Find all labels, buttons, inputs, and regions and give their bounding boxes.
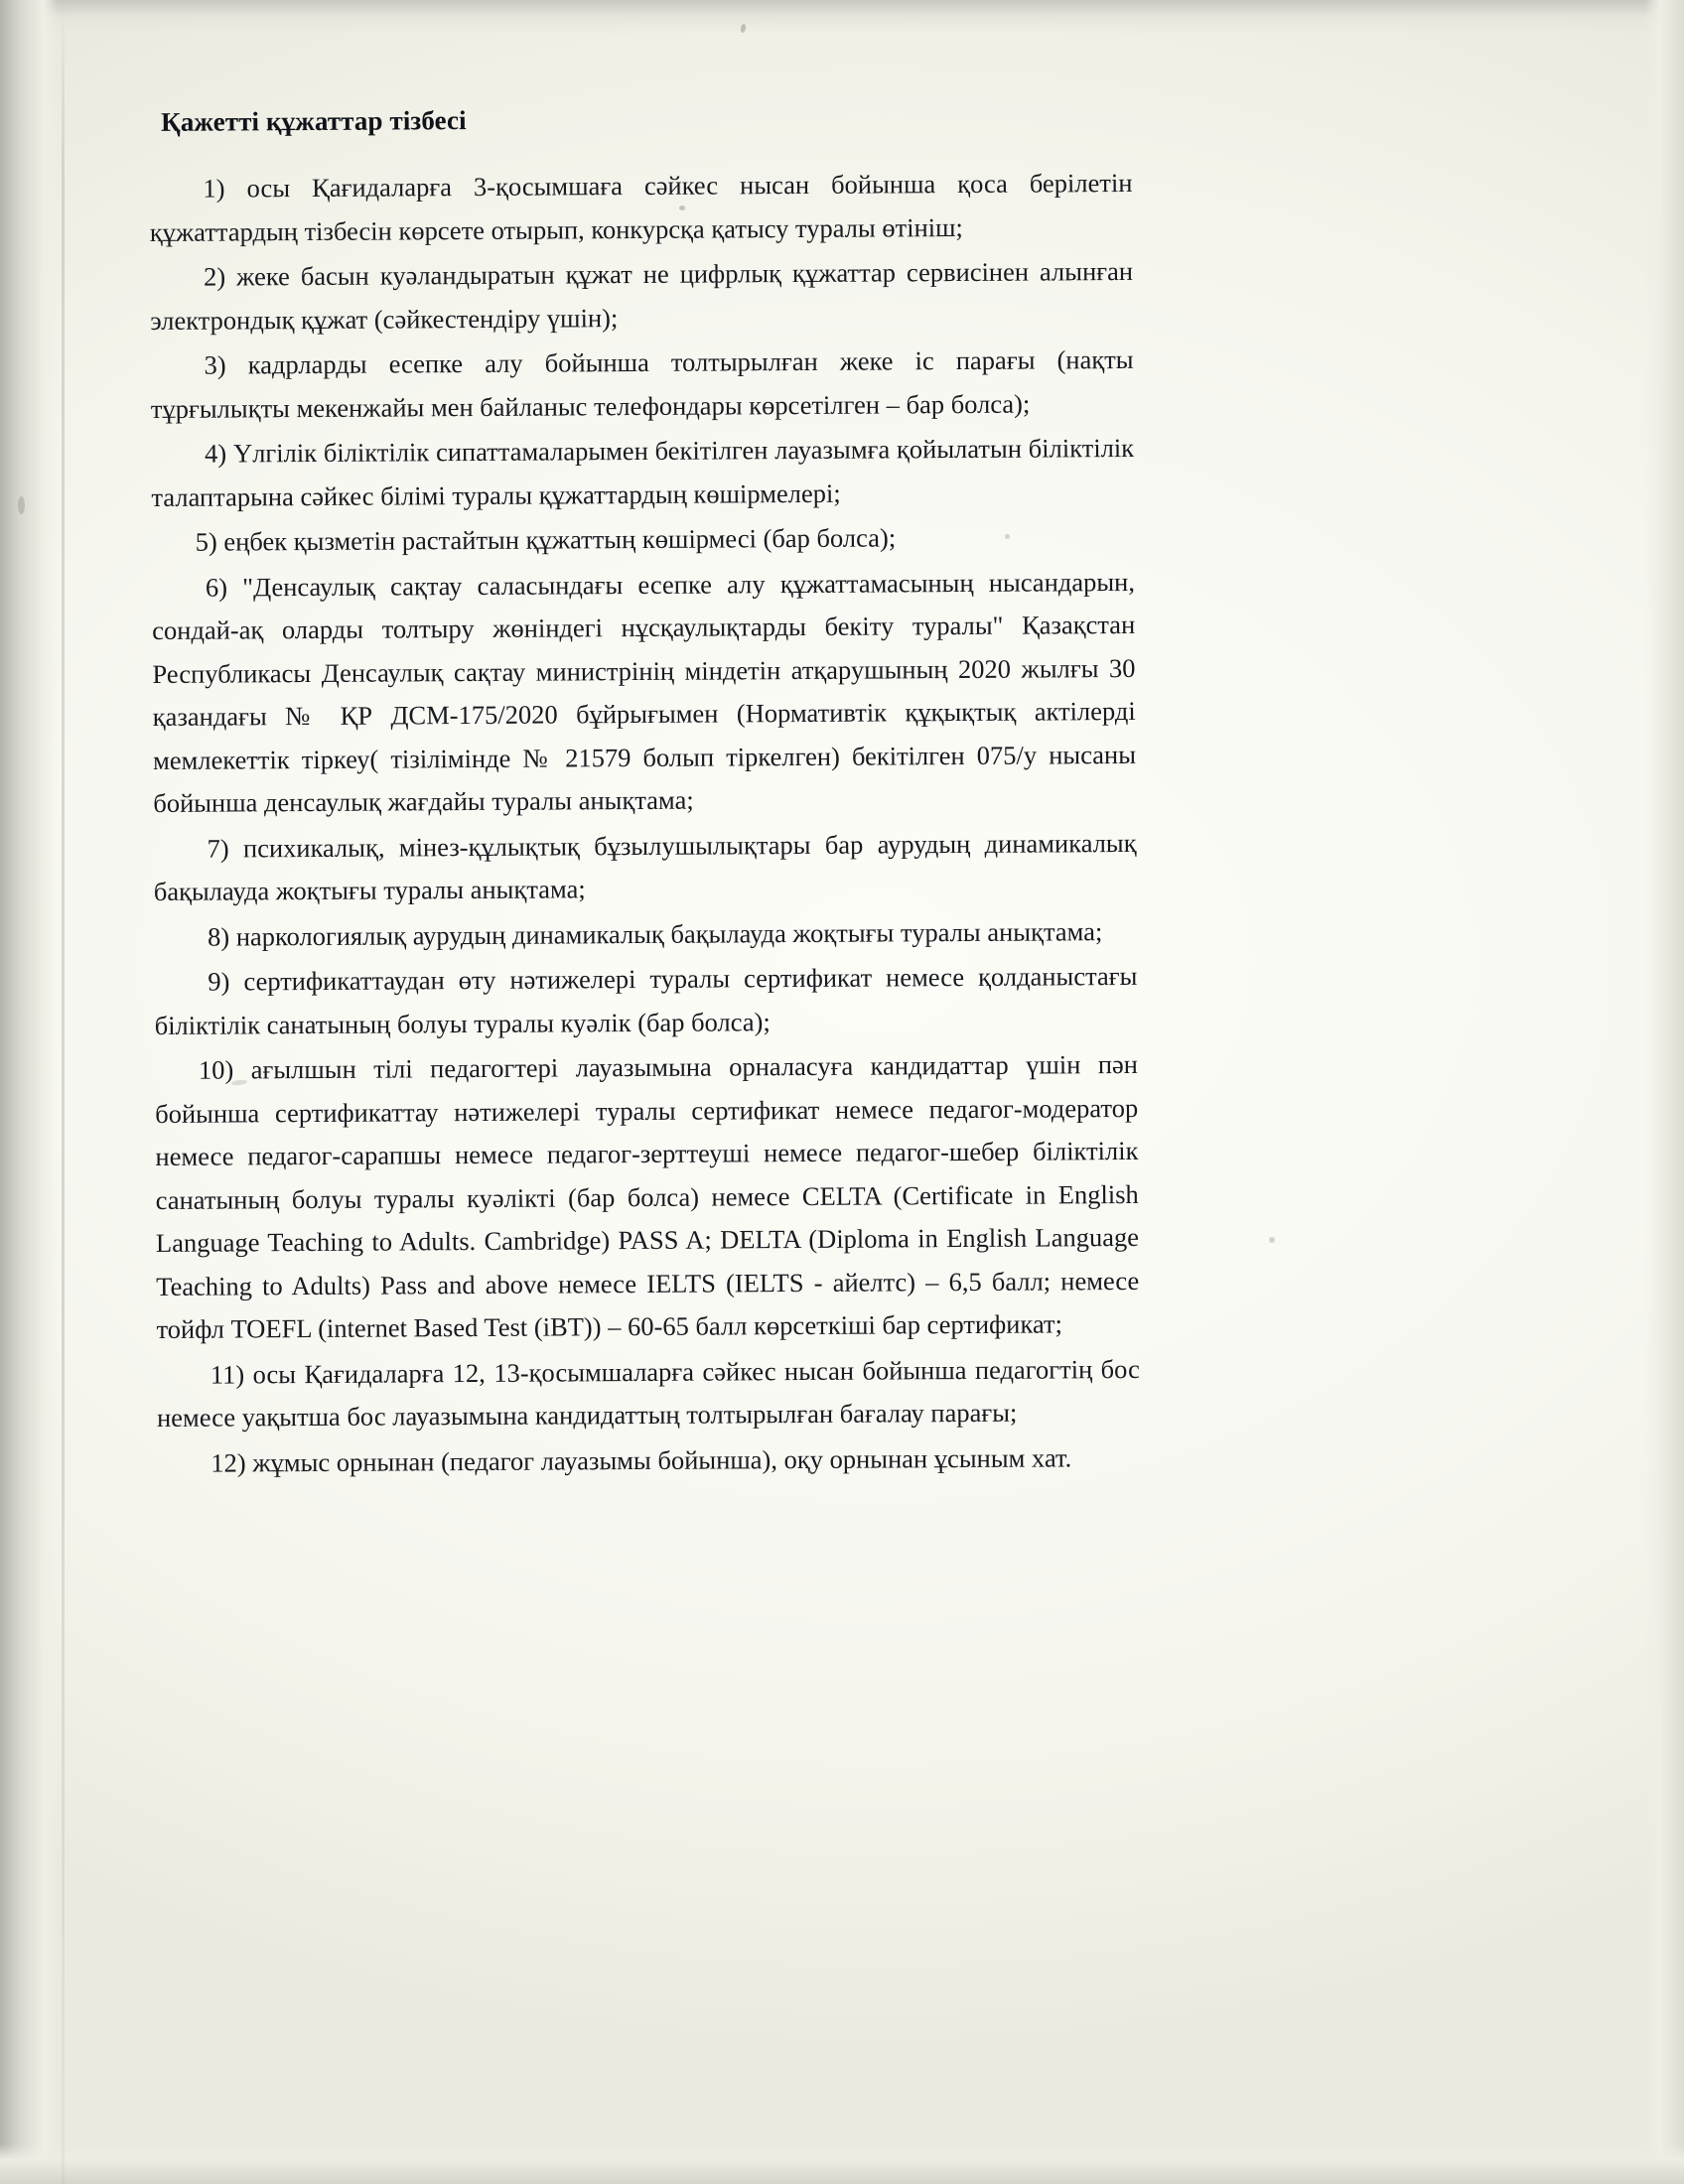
scan-edge-top [0,0,1684,34]
scan-speck [1269,1237,1275,1243]
scan-speck [18,496,25,514]
list-item: 3) кадрларды есепке алу бойынша толтырылған жеке іс парағы (нақты тұрғылықты мекенжайы мен байланыс телефондары көрсетілген – бар болса); [150,343,1134,424]
scan-edge-left [0,0,58,2184]
list-item: 12) жұмыс орнынан (педагог лауазымы бойынша), оқу орнынан ұсыным хат. [210,1441,1072,1478]
list-item: 10) ағылшын тілі педагогтері лауазымына орналасуға кандидаттар үшін пән бойынша сертификаттау нәтижелері туралы сертификат немесе педагог-модератор немесе педагог-сарапшы немесе педагог-зерттеуші немесе педагог-шебер біліктілік санатының болуы туралы куәлікті (бар болса) немесе CELTA (Certificate in English Language Teaching to Adults. Cambridge) PASS A; DELTA (Diploma in English Language Teaching to Adults) Pass and above немесе IELTS (IELTS - айелтс) – 6,5 балл; немесе тойфл TOEFL (internet Based Test (iBT)) – 60-65 балл көрсеткіші бар сертификат; [155,1048,1140,1344]
paper-fold-line [62,0,65,2184]
scan-edge-right [1644,0,1684,2184]
page-title: Қажетті құжаттар тізбесі [160,105,467,137]
list-item: 5) еңбек қызметін растайтын құжаттың көшірмесі (бар болса); [195,522,897,557]
document-body [149,101,1140,1487]
list-item: 11) осы Қағидаларға 12, 13-қосымшаларға сәйкес нысан бойынша педагогтің бос немесе уақытша бос лауазымына кандидаттың толтырылған бағалау парағы; [156,1353,1140,1433]
list-item: 6) "Денсаулық сақтау саласындағы есепке алу құжаттамасының нысандарын, сондай-ақ оларды толтыру жөніндегі нұсқаулықтарды бекіту туралы" Қазақстан Республикасы Денсаулық сақтау министрінің міндетін атқарушының 2020 жылғы 30 қазандағы № ҚР ДСМ-175/2020 бұйрығымен (Нормативтік құқықтық актілерді мемлекеттік тіркеу( тізілімінде № 21579 болып тіркелген) бекітілген 075/у нысаны бойынша денсаулық жағдайы туралы анықтама; [152,566,1137,818]
list-item: 2) жеке басын куәландыратын құжат не цифрлық құжаттар сервисінен алынған электрондық құжат (сәйкестендіру үшін); [150,255,1134,336]
list-item: 4) Үлгілік біліктілік сипаттамаларымен бекітілген лауазымға қойылатын біліктілік талаптарына сәйкес білімі туралы құжаттардың көшірмелері; [151,432,1135,512]
list-item: 9) сертификаттаудан өту нәтижелері туралы сертификат немесе қолданыстағы біліктілік санатының болуы туралы куәлік (бар болса); [154,960,1138,1040]
scan-edge-bottom [0,2144,1684,2184]
list-item: 8) наркологиялық аурудың динамикалық бақылауда жоқтығы туралы анықтама; [208,915,1103,952]
list-item: 7) психикалық, мінез-құлықтық бұзылушылықтары бар аурудың динамикалық бақылауда жоқтығы туралы анықтама; [153,827,1137,906]
list-item: 1) осы Қағидаларға 3-қосымшаға сәйкес нысан бойынша қоса берілетін құжаттардың тізбесін көрсете отырып, конкурсқа қатысу туралы өтініш; [149,167,1133,247]
